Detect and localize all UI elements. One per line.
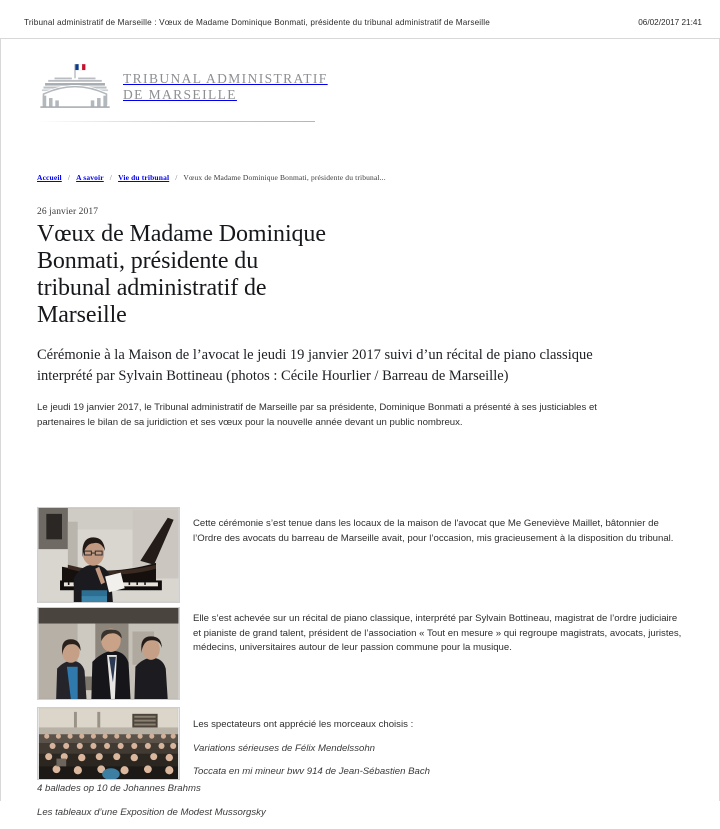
print-header-timestamp: 06/02/2017 21:41 xyxy=(638,18,702,27)
print-header xyxy=(0,0,720,38)
programme-piece: 4 ballades op 10 de Johannes Brahms xyxy=(37,783,201,794)
breadcrumb-item-current: Vœux de Madame Dominique Bonmati, présidente du tribunal... xyxy=(183,173,386,182)
page-title: Vœux de Madame Dominique Bonmati, présidente du tribunal administratif de Marseille xyxy=(37,221,326,328)
page-frame xyxy=(0,38,720,818)
breadcrumb-separator: / xyxy=(175,173,178,182)
brand-line-2: DE MARSEILLE xyxy=(123,87,237,102)
breadcrumb-item-a-savoir[interactable]: A savoir xyxy=(76,173,104,182)
brand-wordmark xyxy=(123,71,328,103)
article xyxy=(37,207,685,430)
breadcrumb-separator: / xyxy=(109,173,113,182)
media-block xyxy=(37,607,685,700)
programme-list-continued xyxy=(37,782,597,829)
article-date: 26 janvier 2017 xyxy=(37,207,99,217)
media-caption-text: Cette cérémonie s’est tenue dans les locaux de la maison de l'avocat que Me Geneviève Maillet, bâtonnier de l’Ordre des avocats du barreau de Marseille avait, pour l’occasion, mis gracieusement à la disposition du tribunal. xyxy=(193,518,674,544)
article-standfirst: Cérémonie à la Maison de l’avocat le jeudi 19 janvier 2017 suivi d’un récital de piano classique interprété par Sylvain Bottineau (photos : Cécile Hourlier / Barreau de Marseille) xyxy=(37,347,593,384)
programme-piece: Variations sérieuses de Félix Mendelssohn xyxy=(193,742,376,754)
programme-piece: Toccata en mi mineur bwv 914 de Jean-Sébastien Bach xyxy=(193,766,430,778)
photo-speaker-at-piano xyxy=(37,507,180,603)
breadcrumb-item-accueil[interactable]: Accueil xyxy=(37,173,62,182)
media-caption-text: Elle s’est achevée sur un récital de piano classique, interprété par Sylvain Bottineau, magistrat de l’ordre judiciaire et pianiste de grand talent, président de l’association « Tout en mesure » qui regroupe magistrats, avocats, juristes, médecins, universitaires autour de leur passion commune pour la musique. xyxy=(193,613,682,654)
breadcrumb-separator: / xyxy=(67,173,71,182)
photo-group-portrait xyxy=(37,607,180,700)
breadcrumb xyxy=(37,173,386,182)
site-logo-link[interactable] xyxy=(37,61,328,113)
photo-audience xyxy=(37,707,180,780)
media-block xyxy=(37,507,685,603)
article-lede-paragraph: Le jeudi 19 janvier 2017, le Tribunal administratif de Marseille par sa présidente, Dominique Bonmati a présenté à ses justiciables et partenaires le bilan de sa juridiction et ses vœux pour la nouvelle année devant un public nombreux. xyxy=(37,402,597,428)
brand-line-1: TRIBUNAL ADMINISTRATIF xyxy=(123,71,328,86)
programme-intro: Les spectateurs ont apprécié les morceaux choisis : xyxy=(193,719,414,730)
media-block xyxy=(37,707,685,780)
programme-piece: Les tableaux d’une Exposition de Modest Mussorgsky xyxy=(37,806,266,818)
header-divider xyxy=(37,121,315,122)
breadcrumb-item-vie-du-tribunal[interactable]: Vie du tribunal xyxy=(118,173,170,182)
tribunal-building-icon xyxy=(37,61,113,113)
print-header-title: Tribunal administratif de Marseille : Vœux de Madame Dominique Bonmati, présidente du tribunal administratif de Marseille xyxy=(24,18,490,27)
media-caption-text xyxy=(180,707,430,780)
